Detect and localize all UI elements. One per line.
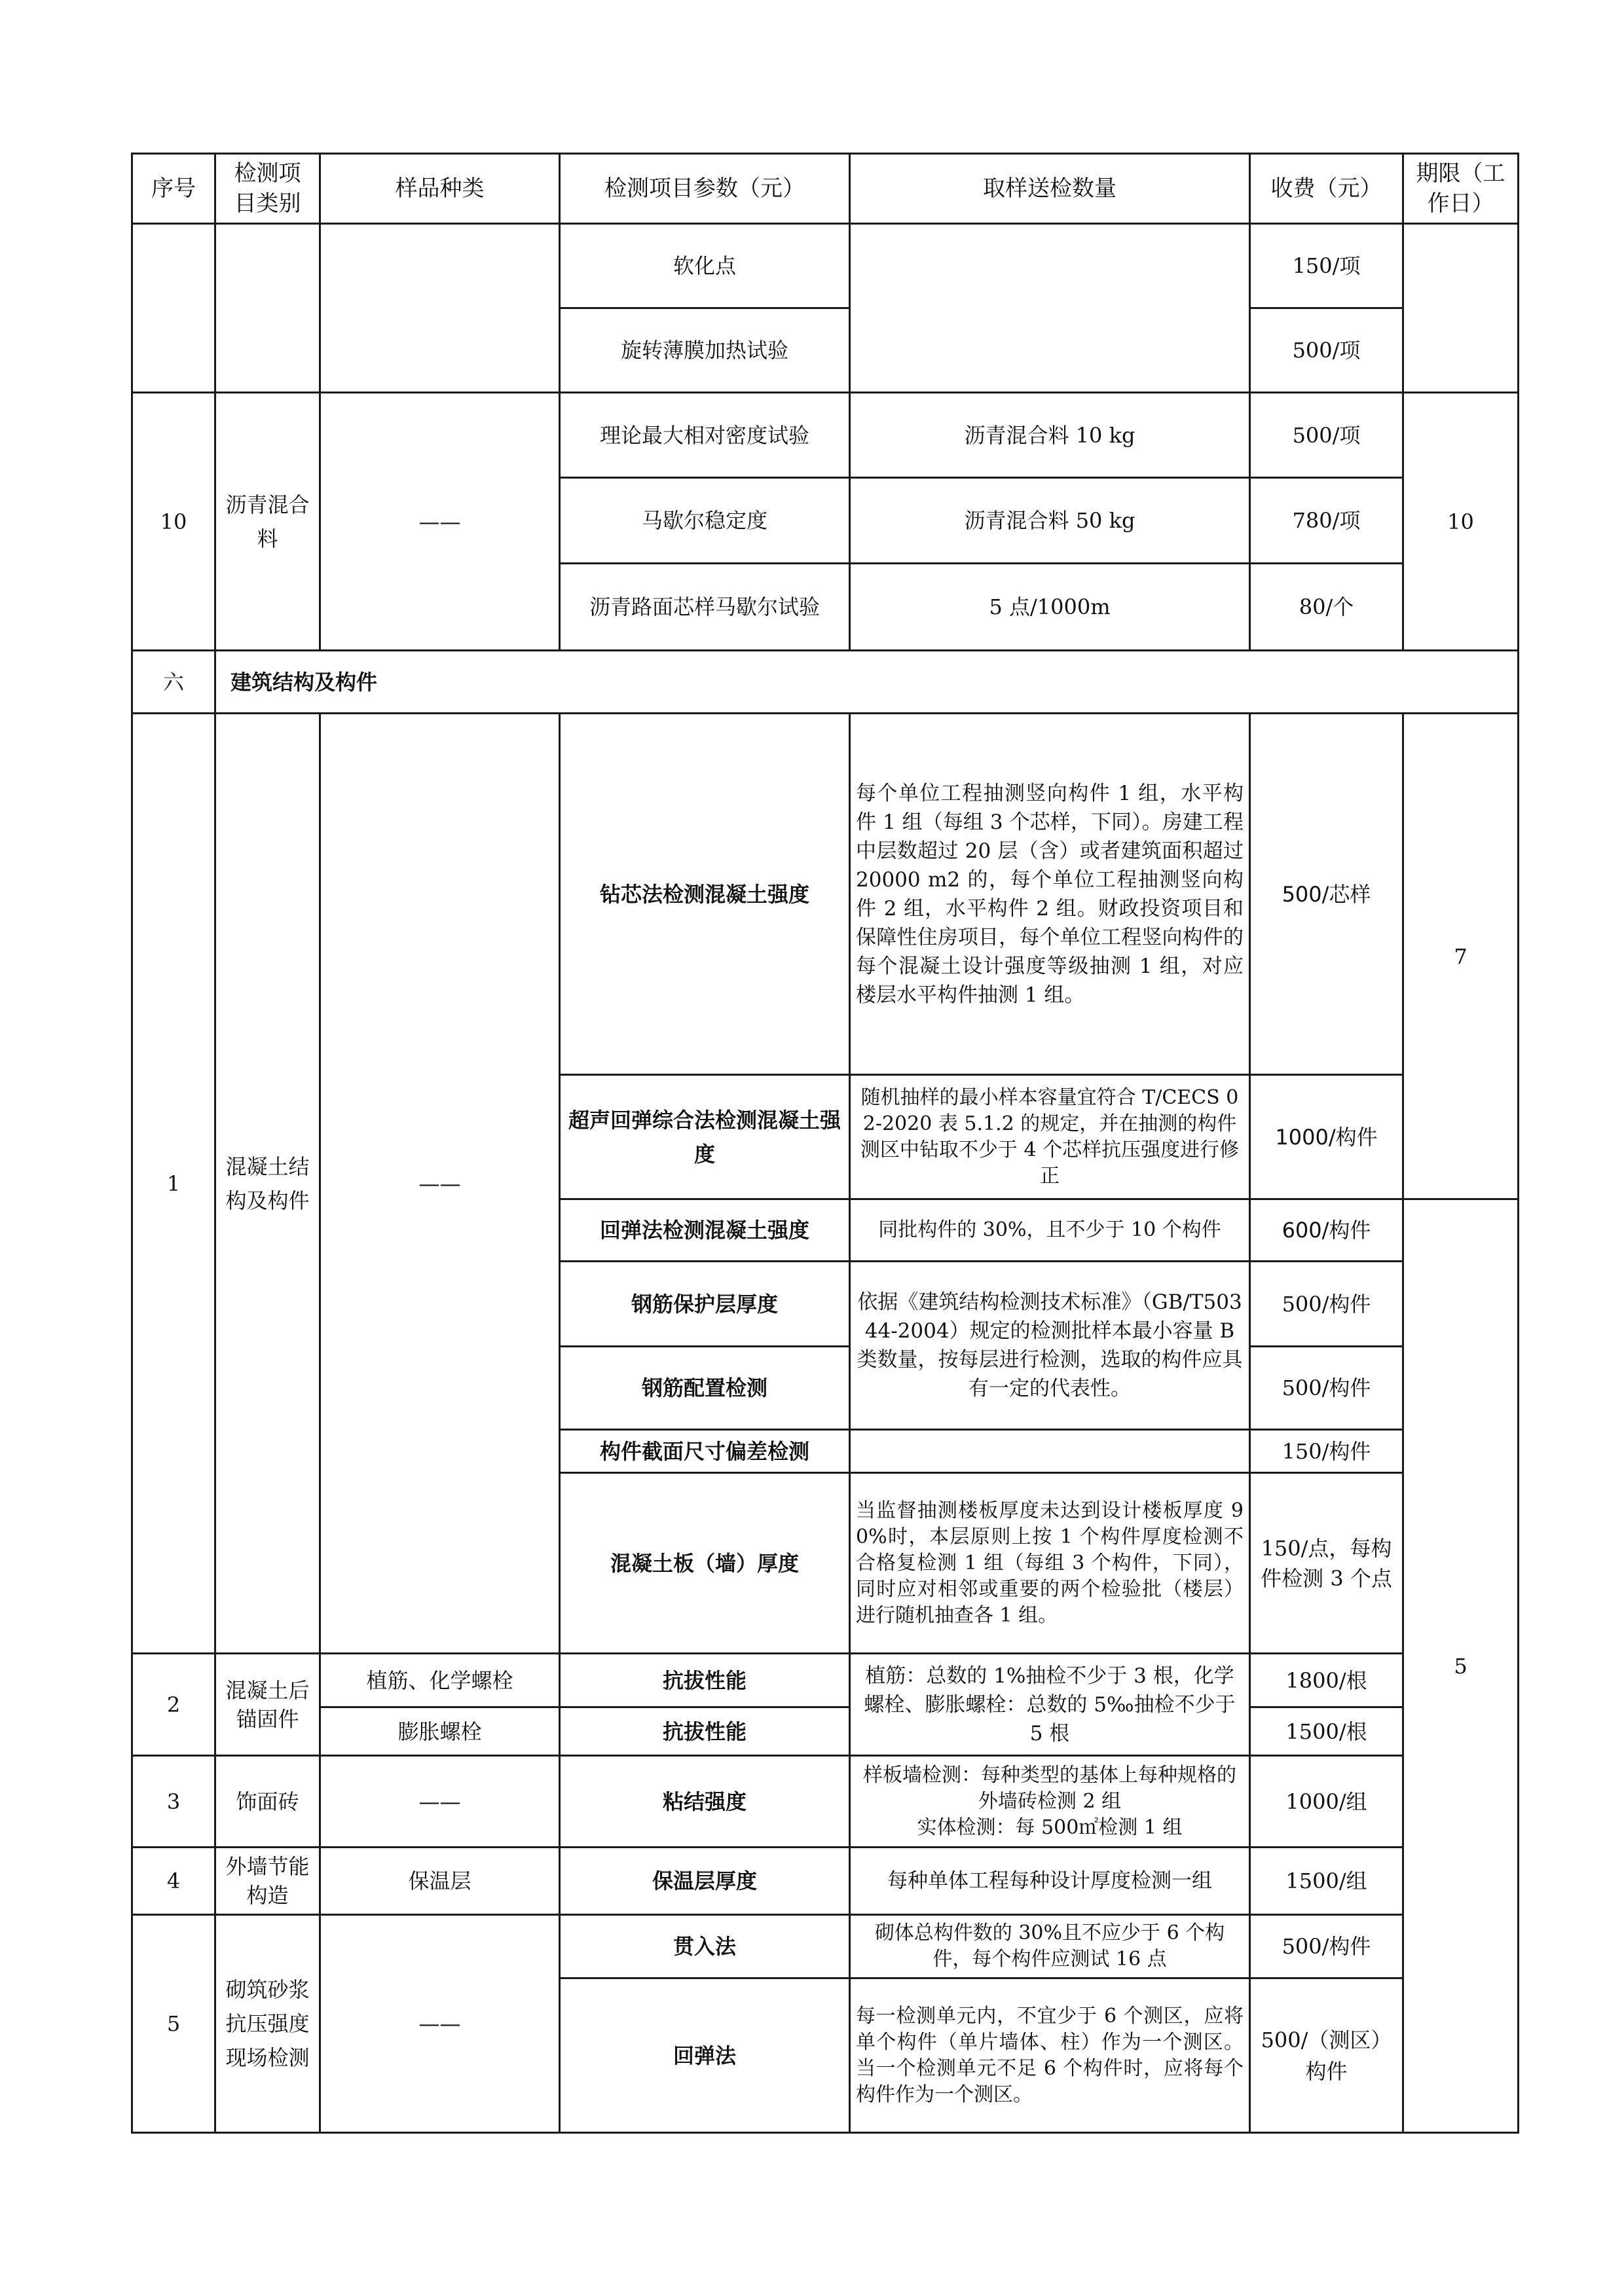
section-no: 六 bbox=[132, 651, 215, 714]
cell-empty bbox=[320, 224, 560, 393]
row-sample: —— bbox=[320, 1756, 560, 1848]
table-row bbox=[132, 1915, 1519, 1978]
quantity-tile bbox=[850, 1756, 1250, 1848]
param: 马歇尔稳定度 bbox=[560, 478, 850, 564]
header-fee: 收费（元） bbox=[1250, 154, 1403, 224]
header-quantity: 取样送检数量 bbox=[850, 154, 1250, 224]
param-insulation-thickness: 保温层厚度 bbox=[560, 1848, 850, 1915]
row-category: 砌筑砂浆抗压强度现场检测 bbox=[215, 1915, 320, 2133]
row-no: 3 bbox=[132, 1756, 215, 1848]
row-category: 混凝土结构及构件 bbox=[215, 714, 320, 1654]
fee-bond-strength: 1000/组 bbox=[1250, 1756, 1403, 1848]
quantity-rebound-mortar: 每一检测单元内，不宜少于 6 个测区，应将单个构件（单片墙体、柱）作为一个测区。当一个检测单元不足 6 个构件时，应将每个构件作为一个测区。 bbox=[850, 1978, 1250, 2133]
header-no: 序号 bbox=[132, 154, 215, 224]
row-period: 5 bbox=[1403, 1199, 1519, 2133]
table-row bbox=[132, 1707, 1519, 1756]
quantity-tile-entity: 实体检测：每 500㎡检测 1 组 bbox=[917, 1815, 1183, 1839]
row-period: 10 bbox=[1403, 393, 1519, 651]
param-pullout: 抗拔性能 bbox=[560, 1707, 850, 1756]
param-rebar-cover: 钢筋保护层厚度 bbox=[560, 1262, 850, 1347]
table-row bbox=[132, 224, 1519, 308]
row-sample: —— bbox=[320, 714, 560, 1654]
fee: 500/项 bbox=[1250, 393, 1403, 478]
row-no: 4 bbox=[132, 1848, 215, 1915]
param-section-deviation: 构件截面尺寸偏差检测 bbox=[560, 1430, 850, 1473]
param-rebar-config: 钢筋配置检测 bbox=[560, 1347, 850, 1430]
fee-slab-thickness: 150/点，每构件检测 3 个点 bbox=[1250, 1473, 1403, 1654]
fee-pullout: 1800/根 bbox=[1250, 1654, 1403, 1707]
row-period: 7 bbox=[1403, 714, 1519, 1199]
fee-table bbox=[131, 153, 1519, 2134]
quantity: 沥青混合料 10 kg bbox=[850, 393, 1250, 478]
fee-table-container bbox=[131, 153, 1519, 2134]
row-category: 沥青混合料 bbox=[215, 393, 320, 651]
param-penetration: 贯入法 bbox=[560, 1915, 850, 1978]
quantity-anchor: 植筋：总数的 1%抽检不少于 3 根，化学螺栓、膨胀螺栓：总数的 5‰抽检不少于 5 根 bbox=[850, 1654, 1250, 1756]
row-category: 饰面砖 bbox=[215, 1756, 320, 1848]
fee-insulation: 1500/组 bbox=[1250, 1848, 1403, 1915]
fee-ultrasonic-rebound: 1000/构件 bbox=[1250, 1075, 1403, 1199]
quantity-core-drilling: 每个单位工程抽测竖向构件 1 组，水平构件 1 组（每组 3 个芯样，下同）。房建工程中层数超过 20 层（含）或者建筑面积超过 20000 m2 的，每个单位工程抽测竖向构件 2 组，水平构件 2 组。财政投资项目和保障性住房项目，每个单位工程竖向构件的每个混凝土设计强度等级抽测 1 组，对应楼层水平构件抽测 1 组。 bbox=[850, 714, 1250, 1075]
fee-penetration: 500/构件 bbox=[1250, 1915, 1403, 1978]
header-category: 检测项目类别 bbox=[215, 154, 320, 224]
row-no: 10 bbox=[132, 393, 215, 651]
fee-softening-point: 150/项 bbox=[1250, 224, 1403, 308]
quantity: 沥青混合料 50 kg bbox=[850, 478, 1250, 564]
table-row bbox=[132, 1848, 1519, 1915]
table-row bbox=[132, 393, 1519, 478]
fee: 80/个 bbox=[1250, 564, 1403, 651]
cell-empty bbox=[132, 224, 215, 393]
param-softening-point: 软化点 bbox=[560, 224, 850, 308]
param-bond-strength: 粘结强度 bbox=[560, 1756, 850, 1848]
param-rebound-mortar: 回弹法 bbox=[560, 1978, 850, 2133]
section-header-row bbox=[132, 651, 1519, 714]
quantity-ultrasonic-rebound: 随机抽样的最小样本容量宜符合 T/CECS 02-2020 表 5.1.2 的规定，并在抽测的构件测区中钻取不少于 4 个芯样抗压强度进行修正 bbox=[850, 1075, 1250, 1199]
cell-empty bbox=[215, 224, 320, 393]
row-category: 混凝土后锚固件 bbox=[215, 1654, 320, 1756]
param-ultrasonic-rebound: 超声回弹综合法检测混凝土强度 bbox=[560, 1075, 850, 1199]
quantity-slab-thickness: 当监督抽测楼板厚度未达到设计楼板厚度 90%时，本层原则上按 1 个构件厚度检测不合格复检测 1 组（每组 3 个构件，下同），同时应对相邻或重要的两个检验批（楼层）进行随机抽查各 1 组。 bbox=[850, 1473, 1250, 1654]
table-row bbox=[132, 1756, 1519, 1848]
quantity-tile-sample-wall: 样板墙检测：每种类型的基体上每种规格的外墙砖检测 2 组 bbox=[863, 1763, 1236, 1813]
param-pullout: 抗拔性能 bbox=[560, 1654, 850, 1707]
header-period: 期限（工作日） bbox=[1403, 154, 1519, 224]
row-sample: 膨胀螺栓 bbox=[320, 1707, 560, 1756]
fee-section-deviation: 150/构件 bbox=[1250, 1430, 1403, 1473]
fee-rebound-mortar: 500/（测区）构件 bbox=[1250, 1978, 1403, 2133]
param-rtfot: 旋转薄膜加热试验 bbox=[560, 308, 850, 393]
quantity-penetration: 砌体总构件数的 30%且不应少于 6 个构件，每个构件应测试 16 点 bbox=[850, 1915, 1250, 1978]
cell-empty bbox=[850, 224, 1250, 393]
header-sample-type: 样品种类 bbox=[320, 154, 560, 224]
row-no: 5 bbox=[132, 1915, 215, 2133]
param: 沥青路面芯样马歇尔试验 bbox=[560, 564, 850, 651]
table-row bbox=[132, 714, 1519, 1075]
quantity: 5 点/1000m bbox=[850, 564, 1250, 651]
table-row bbox=[132, 1654, 1519, 1707]
quantity-rebound: 同批构件的 30%，且不少于 10 个构件 bbox=[850, 1199, 1250, 1262]
param: 理论最大相对密度试验 bbox=[560, 393, 850, 478]
param-rebound: 回弹法检测混凝土强度 bbox=[560, 1199, 850, 1262]
param-slab-thickness: 混凝土板（墙）厚度 bbox=[560, 1473, 850, 1654]
fee-pullout: 1500/根 bbox=[1250, 1707, 1403, 1756]
cell-empty bbox=[1403, 224, 1519, 393]
row-no: 1 bbox=[132, 714, 215, 1654]
quantity-shared: 依据《建筑结构检测技术标准》（GB/T50344-2004）规定的检测批样本最小容量 B 类数量，按每层进行检测，选取的构件应具有一定的代表性。 bbox=[850, 1262, 1250, 1430]
fee-rebound: 600/构件 bbox=[1250, 1199, 1403, 1262]
fee-core-drilling: 500/芯样 bbox=[1250, 714, 1403, 1075]
fee: 780/项 bbox=[1250, 478, 1403, 564]
cell-empty bbox=[850, 1430, 1250, 1473]
table-header-row bbox=[132, 154, 1519, 224]
param-core-drilling: 钻芯法检测混凝土强度 bbox=[560, 714, 850, 1075]
row-category: 外墙节能构造 bbox=[215, 1848, 320, 1915]
section-title: 建筑结构及构件 bbox=[215, 651, 1519, 714]
fee-rtfot: 500/项 bbox=[1250, 308, 1403, 393]
quantity-insulation: 每种单体工程每种设计厚度检测一组 bbox=[850, 1848, 1250, 1915]
header-params: 检测项目参数（元） bbox=[560, 154, 850, 224]
row-sample: 保温层 bbox=[320, 1848, 560, 1915]
row-sample: —— bbox=[320, 393, 560, 651]
row-no: 2 bbox=[132, 1654, 215, 1756]
row-sample: —— bbox=[320, 1915, 560, 2133]
fee-rebar-cover: 500/构件 bbox=[1250, 1262, 1403, 1347]
row-sample: 植筋、化学螺栓 bbox=[320, 1654, 560, 1707]
fee-rebar-config: 500/构件 bbox=[1250, 1347, 1403, 1430]
